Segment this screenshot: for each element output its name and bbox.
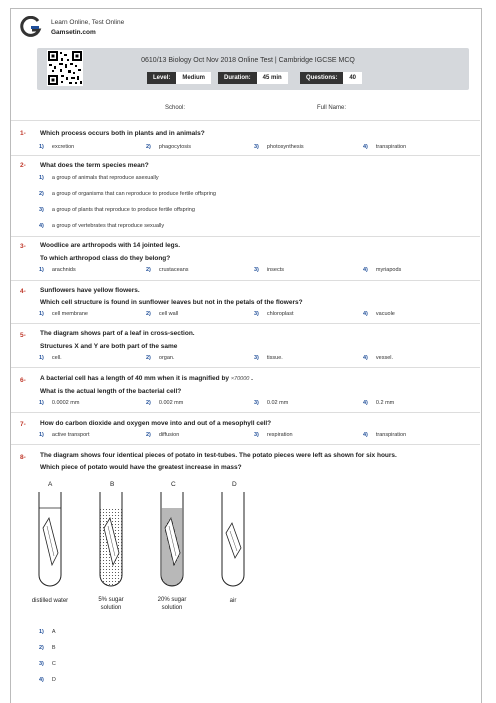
question-number: 2- (20, 162, 26, 169)
divider (11, 280, 480, 281)
question-text: Which cell structure is found in sunflower leaves but not in the petals of the flowers? (40, 299, 303, 306)
question-text: Which process occurs both in plants and in animals? (40, 130, 205, 137)
option[interactable]: 1) cell membrane (39, 311, 88, 317)
question-text: What does the term species mean? (40, 162, 149, 169)
option[interactable]: 3) chloroplast (254, 311, 294, 317)
option[interactable]: 3) insects (254, 267, 285, 273)
question-text: Structures X and Y are both part of the same (40, 343, 178, 350)
option[interactable]: 4) D (39, 677, 56, 683)
question-text: Which piece of potato would have the greatest increase in mass? (40, 464, 242, 471)
fullname-field[interactable]: Full Name: (317, 105, 347, 111)
duration-pill: Duration: 45 min (218, 72, 288, 84)
option[interactable]: 2) B (39, 645, 56, 651)
caption-b-line1: 5% sugar (98, 597, 124, 603)
brand-site[interactable]: Gamsetin.com (51, 29, 96, 36)
caption-c-line1: 20% sugar (157, 597, 187, 603)
tube-c (161, 492, 183, 586)
question-text: A bacterial cell has a length of 40 mm when it is magnified by ×70000 . (40, 375, 253, 382)
option[interactable]: 3) photosynthesis (254, 144, 304, 150)
option[interactable]: 1) a group of animals that reproduce asexually (39, 175, 159, 181)
option[interactable]: 1) excretion (39, 144, 75, 150)
tube-label-d: D (232, 481, 237, 488)
option[interactable]: 4) transpiration (363, 432, 407, 438)
divider (11, 323, 480, 324)
brand-tagline: Learn Online, Test Online (51, 19, 125, 26)
option[interactable]: 1) A (39, 629, 56, 635)
option[interactable]: 2) cell wall (146, 311, 179, 317)
question-number: 6- (20, 377, 26, 384)
option[interactable]: 2) diffusion (146, 432, 180, 438)
option[interactable]: 3) C (39, 661, 56, 667)
gamsetin-logo-icon (20, 16, 42, 38)
caption-d: air (229, 598, 237, 604)
option[interactable]: 4) vacuole (363, 311, 395, 317)
tube-b (100, 492, 122, 586)
option[interactable]: 4) myriapods (363, 267, 402, 273)
magnification-value: ×70000 (230, 376, 250, 382)
exam-title: 0610/13 Biology Oct Nov 2018 Online Test | Cambridge IGCSE MCQ (141, 57, 355, 64)
qr-code-icon (47, 50, 83, 86)
question-text: What is the actual length of the bacterial cell? (40, 388, 182, 395)
option[interactable]: 1) active transport (39, 432, 90, 438)
option[interactable]: 1) 0.0002 mm (39, 400, 80, 406)
question-text: Woodlice are arthropods with 14 jointed legs. (40, 242, 181, 249)
option[interactable]: 2) phagocytosis (146, 144, 191, 150)
option[interactable]: 3) respiration (254, 432, 293, 438)
school-field[interactable]: School: (165, 105, 186, 111)
option[interactable]: 3) tissue. (254, 355, 283, 361)
divider (11, 367, 480, 368)
question-text: To which arthropod class do they belong? (40, 255, 171, 262)
option[interactable]: 1) arachnids (39, 267, 76, 273)
option[interactable]: 4) vessel. (363, 355, 394, 361)
level-pill: Level: Medium (147, 72, 211, 84)
questions-pill: Questions: 40 (300, 72, 362, 84)
caption-a: distilled water (31, 598, 69, 604)
question-number: 1- (20, 130, 26, 137)
tube-d (222, 492, 244, 586)
divider (11, 444, 480, 445)
tube-label-a: A (48, 481, 53, 488)
question-number: 3- (20, 243, 26, 250)
question-text: Sunflowers have yellow flowers. (40, 287, 140, 294)
test-tube-diagram (30, 490, 260, 590)
option[interactable]: 4) a group of vertebrates that reproduce sexually (39, 223, 165, 229)
tube-label-b: B (110, 481, 115, 488)
option[interactable]: 2) organ. (146, 355, 175, 361)
option[interactable]: 2) 0.002 mm (146, 400, 184, 406)
divider (11, 120, 480, 121)
question-number: 5- (20, 332, 26, 339)
divider (11, 236, 480, 237)
question-text: How do carbon dioxide and oxygen move into and out of a mesophyll cell? (40, 420, 272, 427)
caption-c-line2: solution (161, 605, 183, 611)
option[interactable]: 4) 0.2 mm (363, 400, 395, 406)
option[interactable]: 3) a group of plants that reproduce to produce fertile offspring (39, 207, 195, 213)
tube-label-c: C (171, 481, 176, 488)
option[interactable]: 1) cell. (39, 355, 62, 361)
option[interactable]: 2) a group of organisms that can reproduce to produce fertile offspring (39, 191, 216, 197)
question-text: The diagram shows four identical pieces of potato in test-tubes. The potato pieces were left as shown for six hours. (40, 452, 397, 459)
question-number: 7- (20, 421, 26, 428)
option[interactable]: 2) crustaceans (146, 267, 189, 273)
question-text: The diagram shows part of a leaf in cross-section. (40, 330, 195, 337)
question-number: 4- (20, 288, 26, 295)
option[interactable]: 4) transpiration (363, 144, 407, 150)
divider (11, 412, 480, 413)
caption-b-line2: solution (100, 605, 122, 611)
option[interactable]: 3) 0.02 mm (254, 400, 289, 406)
tube-a (39, 492, 61, 586)
divider (11, 155, 480, 156)
question-number: 8- (20, 454, 26, 461)
